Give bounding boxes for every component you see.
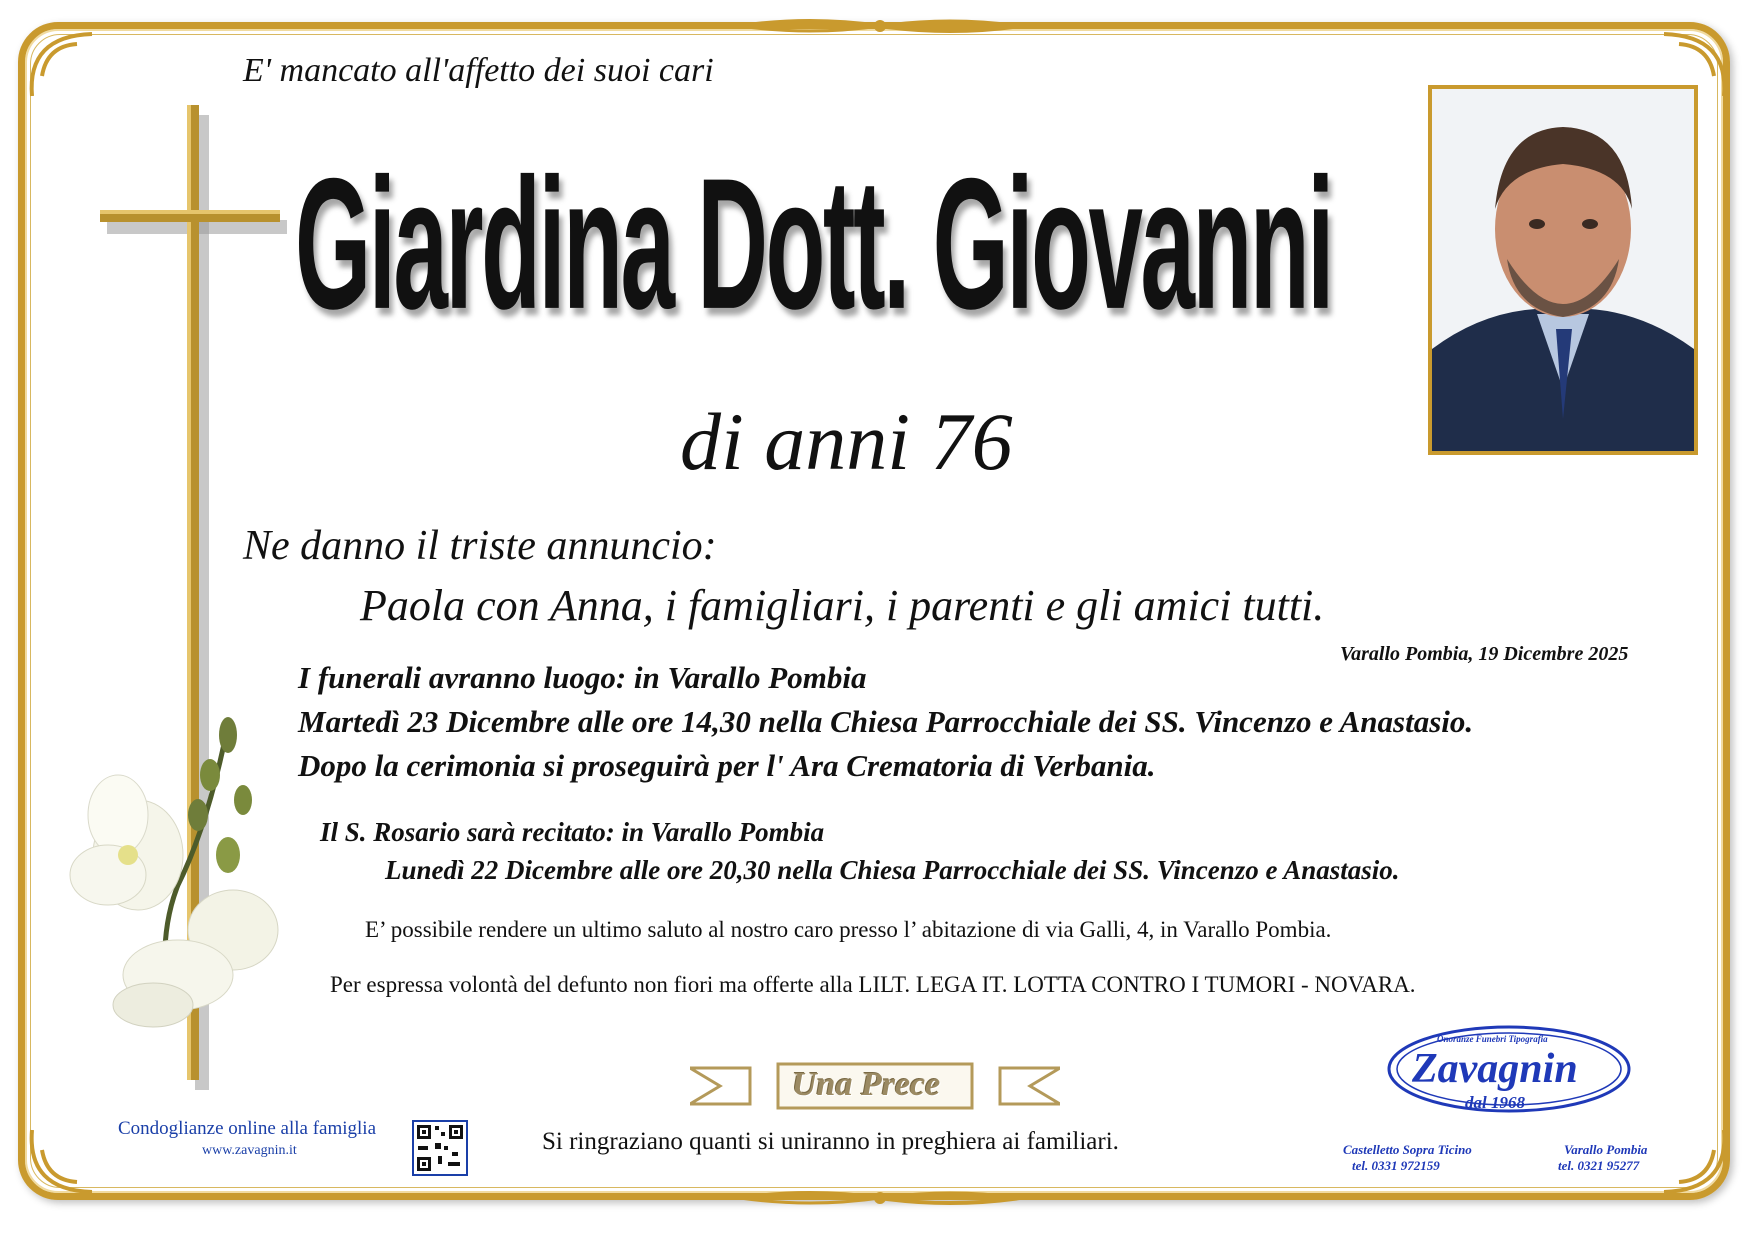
announcement-label: Ne danno il triste annuncio: [243,523,717,569]
donation-note: Per espressa volontà del defunto non fiori ma offerte alla LILT. LEGA IT. LOTTA CONTRO I TUMORI - NOVARA. [330,972,1416,997]
contact-tel: tel. 0331 972159 [1352,1158,1440,1173]
condolences-label: Condoglianze online alla famiglia [118,1118,377,1139]
corner-ornament-icon [22,26,102,106]
logo-since: dal 1968 [1465,1093,1525,1112]
top-ornament-icon [740,14,1020,38]
website-link[interactable]: www.zavagnin.it [202,1143,297,1158]
rosary-line: Lunedì 22 Dicembre alle ore 20,30 nella Chiesa Parrocchiale dei SS. Vincenzo e Anastasio. [385,855,1400,885]
visit-note: E’ possibile rendere un ultimo saluto al nostro caro presso l’ abitazione di via Galli, 4, in Varallo Pombia. [365,917,1332,942]
flower-icon [58,705,318,1035]
corner-ornament-icon [22,1120,102,1200]
logo-tagline: Onoranze Funebri Tipografia [1437,1034,1548,1044]
contact-town: Varallo Pombia [1564,1142,1648,1157]
corner-ornament-icon [1654,1120,1734,1200]
contact-tel: tel. 0321 95277 [1558,1158,1640,1173]
deceased-name: Giardina Dott. Giovanni [295,140,1332,349]
qr-code-icon[interactable] [412,1120,468,1176]
rosary-line: Il S. Rosario sarà recitato: in Varallo Pombia [320,817,825,847]
contact-town: Castelletto Sopra Ticino [1343,1142,1472,1157]
funeral-line: Dopo la cerimonia si proseguirà per l' Ara Crematoria di Verbania. [298,748,1156,783]
funeral-line: Martedì 23 Dicembre alle ore 14,30 nella Chiesa Parrocchiale dei SS. Vincenzo e Anastasio. [298,704,1474,739]
prece-label: Una Prece [792,1066,941,1103]
place-date: Varallo Pombia, 19 Dicembre 2025 [1340,643,1629,665]
logo-name: Zavagnin [1412,1046,1578,1092]
thanks-line: Si ringraziano quanti si uniranno in preghiera ai familiari. [542,1128,1119,1155]
age-line: di anni 76 [680,396,1013,487]
announcement-names: Paola con Anna, i famigliari, i parenti e gli amici tutti. [360,581,1325,630]
photo-portrait [1428,85,1698,455]
bottom-ornament-icon [740,1186,1020,1210]
intro-line: E' mancato all'affetto dei suoi cari [243,52,714,89]
funeral-line: I funerali avranno luogo: in Varallo Pombia [298,660,867,695]
